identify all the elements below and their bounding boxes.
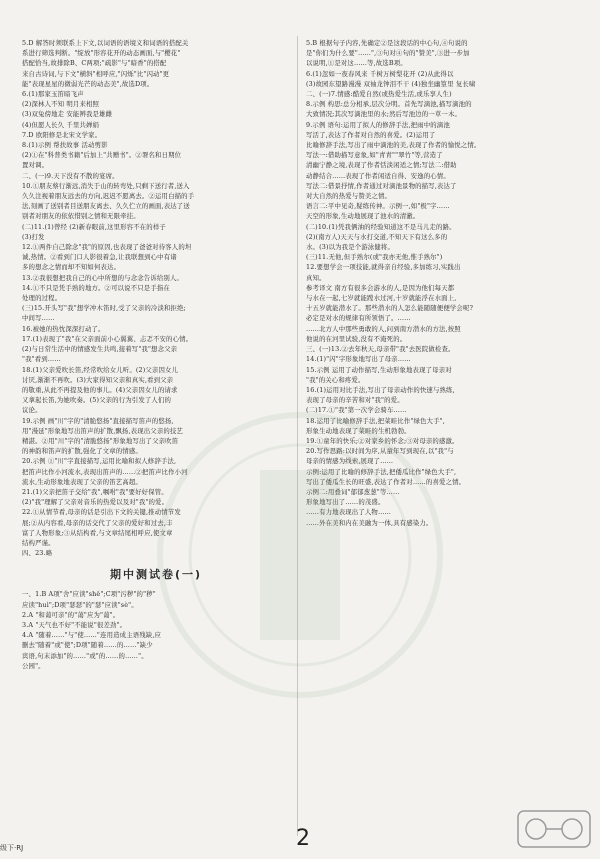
answer-line: 用"漫延"形象地写出笛声的扩散,飘扬,表现出父亲的技艺 bbox=[22, 426, 183, 435]
answer-line: (3)双兔傍地走 安能辨我是雄雌 bbox=[22, 110, 113, 119]
answer-line: (3)打发 bbox=[22, 232, 45, 241]
left-answers-top bbox=[22, 38, 290, 558]
midterm-answer-line: 3.A "天气也不好"不能说"很差劲"。 bbox=[22, 620, 127, 629]
answer-line: 19.①童年的快乐;②对家乡的怀念;③对母亲的感激。 bbox=[306, 436, 459, 445]
answer-line: (三)11.无他,但手熟尔(或"我亦无他,惟手熟尔") bbox=[306, 253, 443, 262]
answer-line: 表现了母亲的辛苦和对"我"的爱。 bbox=[306, 396, 404, 405]
answer-line: ……北方人中那些勇敢的人,问到南方潜水的方法,按照 bbox=[306, 324, 461, 333]
answer-line: 参考译文 南方有很多会游水的人,是因为他们每天都 bbox=[306, 283, 455, 292]
answer-line: 17.(1)表现了"我"在父亲面前小心翼翼、忐忑不安的心情。 bbox=[22, 334, 193, 343]
answer-line: 5.D 解答时须联系上下文,以词语的语境义和词语的搭配关 bbox=[22, 39, 189, 47]
answer-line: 比喻修辞手法,写出了雨中滴池的美,表现了作者的愉悦之情。 bbox=[306, 141, 481, 150]
answer-line: 法,刻画了送别者目送朋友离去、久久伫立的画面,表达了送 bbox=[22, 202, 190, 211]
answer-line: 来自古诗词,与下文"横斜"相呼应,"闪烁"比"闪动"更 bbox=[22, 69, 170, 78]
right-answers bbox=[306, 38, 580, 528]
answer-line: 能"表现星星的微弱光芒的动态美",故选D项。 bbox=[22, 79, 154, 88]
answer-line: 14.(1)"闪"字形象地写出了母亲…… bbox=[306, 355, 411, 364]
answer-line: 母亲的情感为线索,展现了…… bbox=[306, 457, 394, 466]
answer-line: 久久注视着朋友远去的方向,迟迟不愿离去。②运用白描的手 bbox=[22, 192, 195, 201]
answer-line: (二)17.①"我"第一次学会骑车…… bbox=[306, 406, 407, 415]
answer-line: 展;②从内容看,母亲的话交代了父亲的爱好和过去,丰 bbox=[22, 518, 173, 527]
answer-line: (2)深林人不知 明月来相照 bbox=[22, 100, 100, 109]
answer-line: (2)与日常生活中的情感发生共鸣,接着写"我"想念父亲 bbox=[22, 345, 178, 354]
answer-line: 22.①从情节看,母亲的话是引出下文的关键,推动情节发 bbox=[22, 508, 181, 517]
answer-line: 别者对朋友的依依惜别之情和无限牵挂。 bbox=[22, 212, 140, 221]
answer-line: 9.示例 语句:运用了拟人的修辞手法,把雨中的滴池 bbox=[306, 120, 450, 129]
answer-line: 他说的在河里试验,没有不淹死的。 bbox=[306, 334, 407, 343]
answer-line: 二、(一)7.情感:酷爱自然(或热爱生活,或乐享人生) bbox=[306, 90, 452, 99]
answer-line: (三)15.开头写"我"想学冲木笛时,受了父亲的冷淡和拒绝; bbox=[22, 304, 186, 313]
answer-line: "我"的关心和疼爱。 bbox=[306, 375, 365, 384]
answer-line: (二)11.(1)曾经 (2)新春眼前,这里形容不在的样子 bbox=[22, 222, 166, 231]
answer-line: 写出了倭瓜生长的旺盛,表达了作者对……的喜爱之情。 bbox=[306, 477, 466, 486]
answer-line: (2)(南方人)天天与水打交道,不知天下有这么多的 bbox=[306, 232, 448, 241]
answer-line: 13.②我很想把我自己的心中所想的与念念告诉给别人。 bbox=[22, 273, 184, 282]
answer-line: 是"你们为什么要"……",③句对④句的"赞美",③进一步加 bbox=[306, 49, 470, 58]
answer-line: 8.(1)示例 帮扶故事 活动剪影 bbox=[22, 141, 108, 150]
answer-line: 必定是对水的规律有所领悟了。…… bbox=[306, 314, 411, 323]
answer-line: 诚,热情。②看到门口人影很着急,让我联想到心中有诸 bbox=[22, 253, 177, 262]
answer-line: 系进行筛选判断。"绽放"形容花开的动态画面,与"樱花" bbox=[22, 49, 181, 58]
answer-line: 12.①两件自己除念"我"的原因,也表现了爸爸对待客人的坦 bbox=[22, 243, 192, 252]
answer-line: 搭配恰当,故排除B、C两项;"疏影"与"暗香"的搭配 bbox=[22, 59, 167, 68]
answer-line: 结构严谨。 bbox=[22, 538, 55, 547]
answer-line: 语言二:平中见奇,疑练传神。示例一,如"极"字…… bbox=[306, 202, 450, 211]
answer-line: 多的想念之情而却不知如何表达。 bbox=[22, 263, 121, 272]
answer-line: (2)"我"理解了父亲对音乐的热爱以及对"我"的爱。 bbox=[22, 498, 169, 507]
answer-line: (4)但愿人长久 千里共婵娟 bbox=[22, 120, 100, 129]
answer-line: (二)10.(1)凭我俩油的经验知道这不是马儿走的路。 bbox=[306, 222, 456, 231]
answer-line: 把笛声比作小河流水,表现出笛声的……②把笛声比作小河 bbox=[22, 467, 188, 476]
answer-line: 6.(1)忽如一夜春风来 千树万树梨花开 (2)从此得以 bbox=[306, 69, 454, 78]
answer-line: 示例:运用了比喻的修辞手法,把倭瓜比作"绿色大手", bbox=[306, 467, 457, 476]
answer-line: 处理的过程。 bbox=[22, 294, 62, 303]
answer-line: 四、23.略 bbox=[22, 549, 53, 558]
answer-line: 流水,生动形象地表现了父亲的笛艺高超。 bbox=[22, 477, 142, 486]
answer-line: 19.示例 画"川"字的"清脆悠扬"直接描写笛声的悠扬, bbox=[22, 416, 174, 425]
answer-line: 15.示例 运用了动作描写,生动形象地表现了母亲对 bbox=[306, 365, 452, 374]
answer-line: 18.(1)父亲爱吹长笛,经常吹给女儿听。(2)父亲因女儿 bbox=[22, 365, 179, 374]
answer-line: 10.①朋友蔡行渐远,消失于山的转弯处,只剩下送行者,送入 bbox=[22, 181, 190, 190]
answer-line: 清幽宁静之境,表现了作者恬淡闲适之情;写法二:借助 bbox=[306, 161, 457, 170]
answer-line: "我"看到…… bbox=[22, 355, 61, 364]
answer-line: 20.示例 ①"川"字直接描写,运用比喻和拟人修辞手法, bbox=[22, 457, 177, 466]
section-title-midterm: 期中测试卷(一) bbox=[109, 568, 203, 582]
answer-line: 7.D 欧阳修是北宋文学家。 bbox=[22, 130, 102, 139]
answer-line: 写法一:借助描写意象,如"青青""翠竹"等,营造了 bbox=[306, 151, 443, 160]
answer-line: 18.运用了比喻修辞手法,把菜畦比作"绿色大手", bbox=[306, 416, 445, 425]
answer-line: 讨厌,渐渐不再吹。(3)大家得知父亲和真实,看到父亲 bbox=[22, 375, 174, 384]
left-column bbox=[22, 38, 290, 671]
site-logo-stamp bbox=[516, 807, 592, 853]
answer-line: 16.(1)运用对比手法,写出了母亲动作的快速与熟练, bbox=[306, 385, 455, 394]
answer-line: 6.(1)那家玉笛暗飞声 bbox=[22, 90, 84, 99]
answer-line: 8.示例 构思:总分相承,层次分明。首先写滴池,描写滴池的 bbox=[306, 100, 472, 109]
answer-line: 又拿起长笛,为她吹奏。(5)父亲的行为引发了人们的 bbox=[22, 396, 172, 405]
answer-line: (2)①在"科普类书籍"后加上"共赠书"。②署名和日期位 bbox=[22, 151, 182, 160]
right-column bbox=[306, 38, 580, 528]
answer-line: 富了人物形象;③从结构看,与文章结尾相呼应,使文章 bbox=[22, 528, 173, 537]
midterm-answer-line: 公园"。 bbox=[22, 661, 45, 670]
answer-line: 16.被她的热忱深深打动了。 bbox=[22, 324, 105, 333]
answer-line: 写活了,表达了作者对自然的喜爱。(2)运用了 bbox=[306, 130, 436, 139]
answer-line: 以说明,①是对这……等,故选B项。 bbox=[306, 59, 407, 68]
answer-line: ……外在美和内在美融为一体,具有感染力。 bbox=[306, 518, 433, 527]
answer-line: 示例二:用叠词"郁郁葱葱"等…… bbox=[306, 487, 400, 496]
midterm-answer-line: 删去"随着"或"使";D项"随着……的……"缺少 bbox=[22, 641, 153, 650]
midterm-answer-line: 应读"huì";D项"瑟瑟"的"瑟"应读"sè"。 bbox=[22, 600, 138, 609]
answer-line: 的神韵和笛声的扩散,强化了文章的情感。 bbox=[22, 447, 142, 456]
answer-line: 写法二:借景抒情,作者通过对滴池景物的描写,表达了 bbox=[306, 181, 457, 190]
answer-line: ……有力地表现出了人物…… bbox=[306, 508, 392, 517]
column-divider bbox=[297, 36, 298, 836]
answer-line: 5.B 根据句子内容,先确定②是这段话的中心句,④句说的 bbox=[306, 39, 468, 47]
left-answers-bottom bbox=[22, 589, 290, 671]
answer-line: 中间写…… bbox=[22, 314, 55, 323]
page-number: 2 bbox=[296, 826, 310, 851]
answer-line: 21.(1)父亲把笛子交给"我",嘱咐"我"要好好保管。 bbox=[22, 487, 168, 496]
answer-line: 精湛。②用"川"字的"清脆悠扬"形象地写出了父亲吹笛 bbox=[22, 436, 179, 445]
answer-line: 天空的形象,生动地展现了池水的清澈。 bbox=[306, 212, 420, 221]
edition-label: 级下·RJ bbox=[0, 844, 24, 852]
answer-line: 14.①不只是凭手熟的地方。②可以说不只是手指在 bbox=[22, 283, 170, 292]
answer-line: 12.要想学会一项技能,就得亲自经验,多加练习,实践出 bbox=[306, 263, 461, 272]
answer-line: 十五岁就能潜水了。那些潜水的人怎么能随随便便学会呢? bbox=[306, 304, 474, 313]
midterm-answer-line: 4.A "随着……"与"使……"连用造成主语残缺,应 bbox=[22, 631, 162, 640]
midterm-answer-line: 一、1.B A项"舍"应读"shě";C项"污秽"的"秽" bbox=[22, 590, 156, 599]
midterm-answer-line: 2.A "和蔼可亲"的"蔼"应为"蔼"。 bbox=[22, 610, 120, 619]
answer-line: 形象生动地表现了菜畦的生机勃勃。 bbox=[306, 426, 411, 435]
answer-line: 的敬重,从此不再提及他的事儿。(4)父亲因女儿的请求 bbox=[22, 385, 178, 394]
answer-line: 对大自然的热爱与赞美之情。 bbox=[306, 192, 392, 201]
answer-line: 二、(一)9.天下没有不散的宴席。 bbox=[22, 171, 119, 180]
answer-line: 置对调。 bbox=[22, 161, 49, 170]
answer-line: 三、(一)13.②去年秋天,母亲带"我"去医院做检查。 bbox=[306, 345, 455, 354]
answer-line: 20.写作思路:以时间为序,从童年写到现在,以"我"与 bbox=[306, 447, 454, 456]
answer-line: (3)故园东望路漫漫 双袖龙钟泪不干 (4)独坐幽篁里 复长啸 bbox=[306, 79, 476, 88]
answer-line: 形象地写出了……的茂盛。 bbox=[306, 498, 385, 507]
answer-line: 议论。 bbox=[22, 406, 42, 415]
answer-line: 水。(3)以为我是个游泳健将。 bbox=[306, 243, 394, 252]
answer-line: 大致情况;其次写滴池里的水;然后写池边的一草一木。 bbox=[306, 110, 462, 119]
answer-line: 与水在一起,七岁就能蹚水过河,十岁就能浮在水面上, bbox=[306, 294, 457, 303]
answer-line: 动静结合……表现了作者闲适自得、安逸的心情。 bbox=[306, 171, 450, 180]
answer-line: 真知。 bbox=[306, 273, 326, 282]
midterm-answer-line: 宾语,句末添加"的……"或"的……的……"。 bbox=[22, 651, 148, 660]
